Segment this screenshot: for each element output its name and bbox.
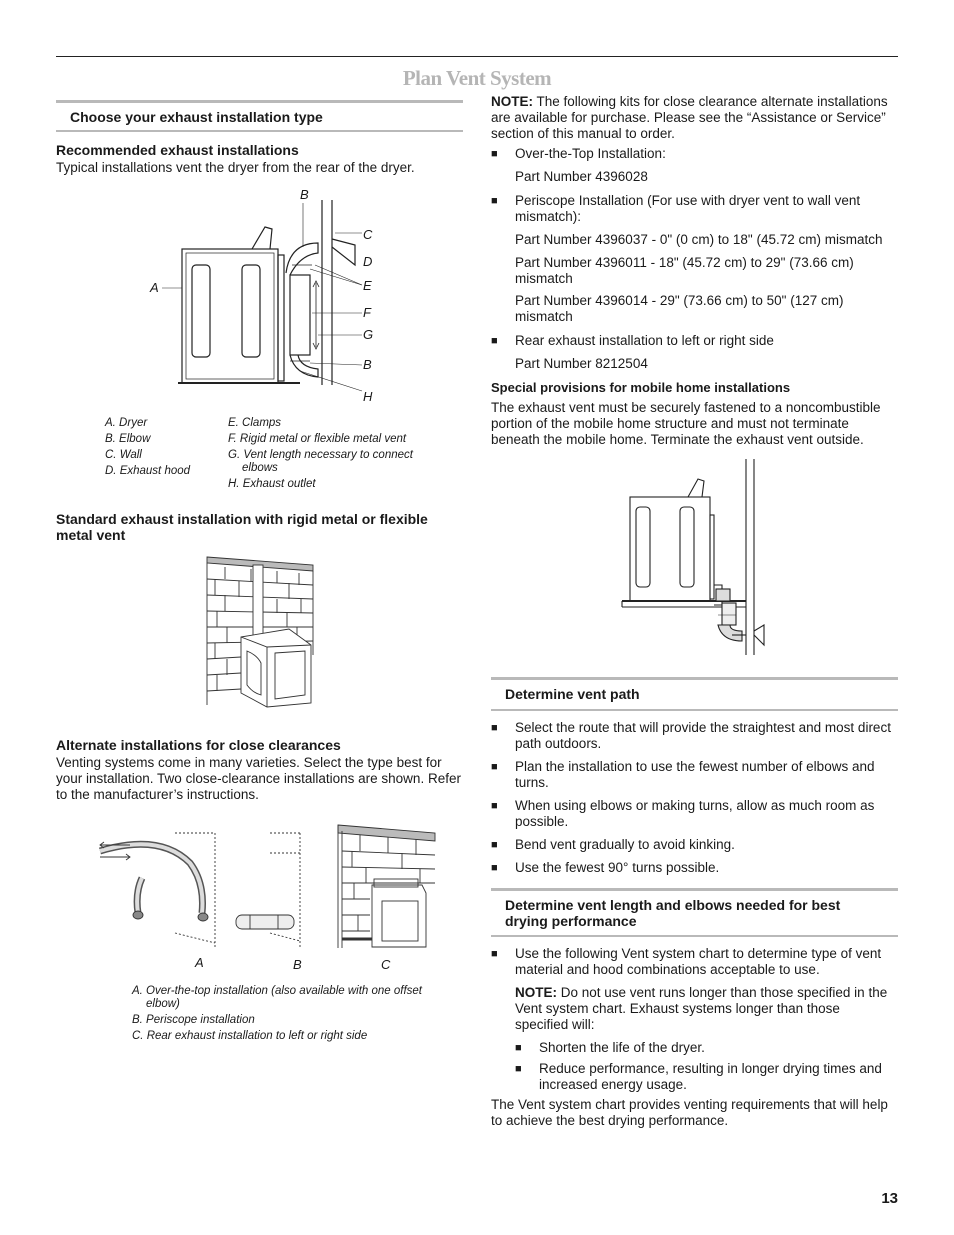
- recommended-text: Typical installations vent the dryer from the rear of the dryer.: [56, 160, 415, 175]
- recommended-installation-figure: [140, 185, 400, 400]
- vent-path-bullet-4: ■ Bend vent gradually to avoid kinking.: [491, 837, 896, 853]
- sub-bullet-1: ■ Shorten the life of the dryer.: [515, 1040, 897, 1056]
- recommended-heading: Recommended exhaust installations: [56, 142, 299, 158]
- mobile-home-text: The exhaust vent must be securely fastened to a noncombustible portion of the mobile home structure and must not terminate beneath the mobile home. Terminate the exhaust vent outside.: [491, 400, 881, 447]
- fig1-label-b-bottom: B: [363, 357, 372, 372]
- page-number: 13: [881, 1190, 898, 1207]
- alternate-heading: Alternate installations for close clearances: [56, 737, 341, 753]
- vent-path-bullet-2: ■ Plan the installation to use the fewest number of elbows and turns.: [491, 759, 896, 791]
- mobile-home-heading: Special provisions for mobile home installations: [491, 380, 791, 395]
- kit-periscope-part-1: Part Number 4396037 - 0" (0 cm) to 18" (45.72 cm) mismatch: [515, 232, 883, 247]
- fig3-label-b: B: [293, 957, 302, 972]
- top-rule: [56, 56, 898, 57]
- vent-path-bullet-1: ■ Select the route that will provide the straightest and most direct path outdoors.: [491, 720, 896, 752]
- fig1-label-c: C: [363, 227, 373, 242]
- vent-path-bullet-3: ■ When using elbows or making turns, allow as much room as possible.: [491, 798, 896, 830]
- fig1-caption-right: E. Clamps F. Rigid metal or flexible metal vent G. Vent length necessary to connect elbows H. Exhaust outlet: [228, 417, 413, 490]
- standard-heading: Standard exhaust installation with rigid metal or flexible metal vent: [56, 511, 428, 543]
- kit-over-the-top: ■ Over-the-Top Installation:: [491, 146, 896, 162]
- fig1-label-d: D: [363, 254, 373, 269]
- mobile-home-figure: [618, 455, 778, 660]
- kit-rear-exhaust-part: Part Number 8212504: [515, 356, 648, 371]
- page-title: Plan Vent System: [402, 66, 552, 90]
- vent-length-note: NOTE: Do not use vent runs longer than those specified in the Vent system chart. Exhaust systems longer than those specified will:: [515, 985, 888, 1032]
- vent-path-bullet-5: ■ Use the fewest 90° turns possible.: [491, 860, 896, 876]
- sub-bullet-2: ■ Reduce performance, resulting in longer drying times and increased energy usage.: [515, 1061, 897, 1093]
- fig1-label-a: A: [150, 280, 159, 295]
- kit-rear-exhaust: ■ Rear exhaust installation to left or right side: [491, 333, 896, 349]
- closing-text: The Vent system chart provides venting requirements that will help to achieve the best drying performance.: [491, 1097, 888, 1128]
- fig1-caption-left: A. Dryer B. Elbow C. Wall D. Exhaust hood: [105, 417, 191, 477]
- kit-periscope-part-3: Part Number 4396014 - 29" (73.66 cm) to 50" (127 cm) mismatch: [515, 293, 844, 324]
- kit-periscope-part-2: Part Number 4396011 - 18" (45.72 cm) to 29" (73.66 cm) mismatch: [515, 255, 854, 286]
- vent-length-bullet: ■ Use the following Vent system chart to determine type of vent material and hood combinations acceptable to use.: [491, 946, 896, 978]
- fig1-label-f: F: [363, 305, 371, 320]
- alternate-installations-figure: [90, 823, 440, 953]
- fig1-label-b-top: B: [300, 187, 309, 202]
- alternate-text: Venting systems come in many varieties. Select the type best for your installation. Two close-clearance installations are shown. Refer to the manufacturer’s instructions.: [56, 755, 461, 802]
- section-header-vent-length: Determine vent length and elbows needed for best drying performance: [491, 888, 898, 937]
- fig1-label-e: E: [363, 278, 372, 293]
- fig1-label-h: H: [363, 389, 373, 404]
- section-header-exhaust-type: Choose your exhaust installation type: [56, 100, 463, 132]
- section-header-vent-path: Determine vent path: [491, 677, 898, 711]
- standard-installation-figure: [205, 555, 315, 707]
- fig1-label-g: G: [363, 327, 374, 342]
- fig3-caption: A. Over-the-top installation (also available with one offset elbow) B. Periscope installation C. Rear exhaust installation to left or right side: [132, 985, 422, 1042]
- fig3-label-c: C: [381, 957, 391, 972]
- kits-note: NOTE: The following kits for close clearance alternate installations are available for purchase. Please see the “Assistance or Service” section of this manual to order.: [491, 94, 888, 141]
- fig3-label-a: A: [195, 955, 204, 970]
- kit-periscope: ■ Periscope Installation (For use with dryer vent to wall vent mismatch):: [491, 193, 896, 225]
- kit-over-the-top-part: Part Number 4396028: [515, 169, 648, 184]
